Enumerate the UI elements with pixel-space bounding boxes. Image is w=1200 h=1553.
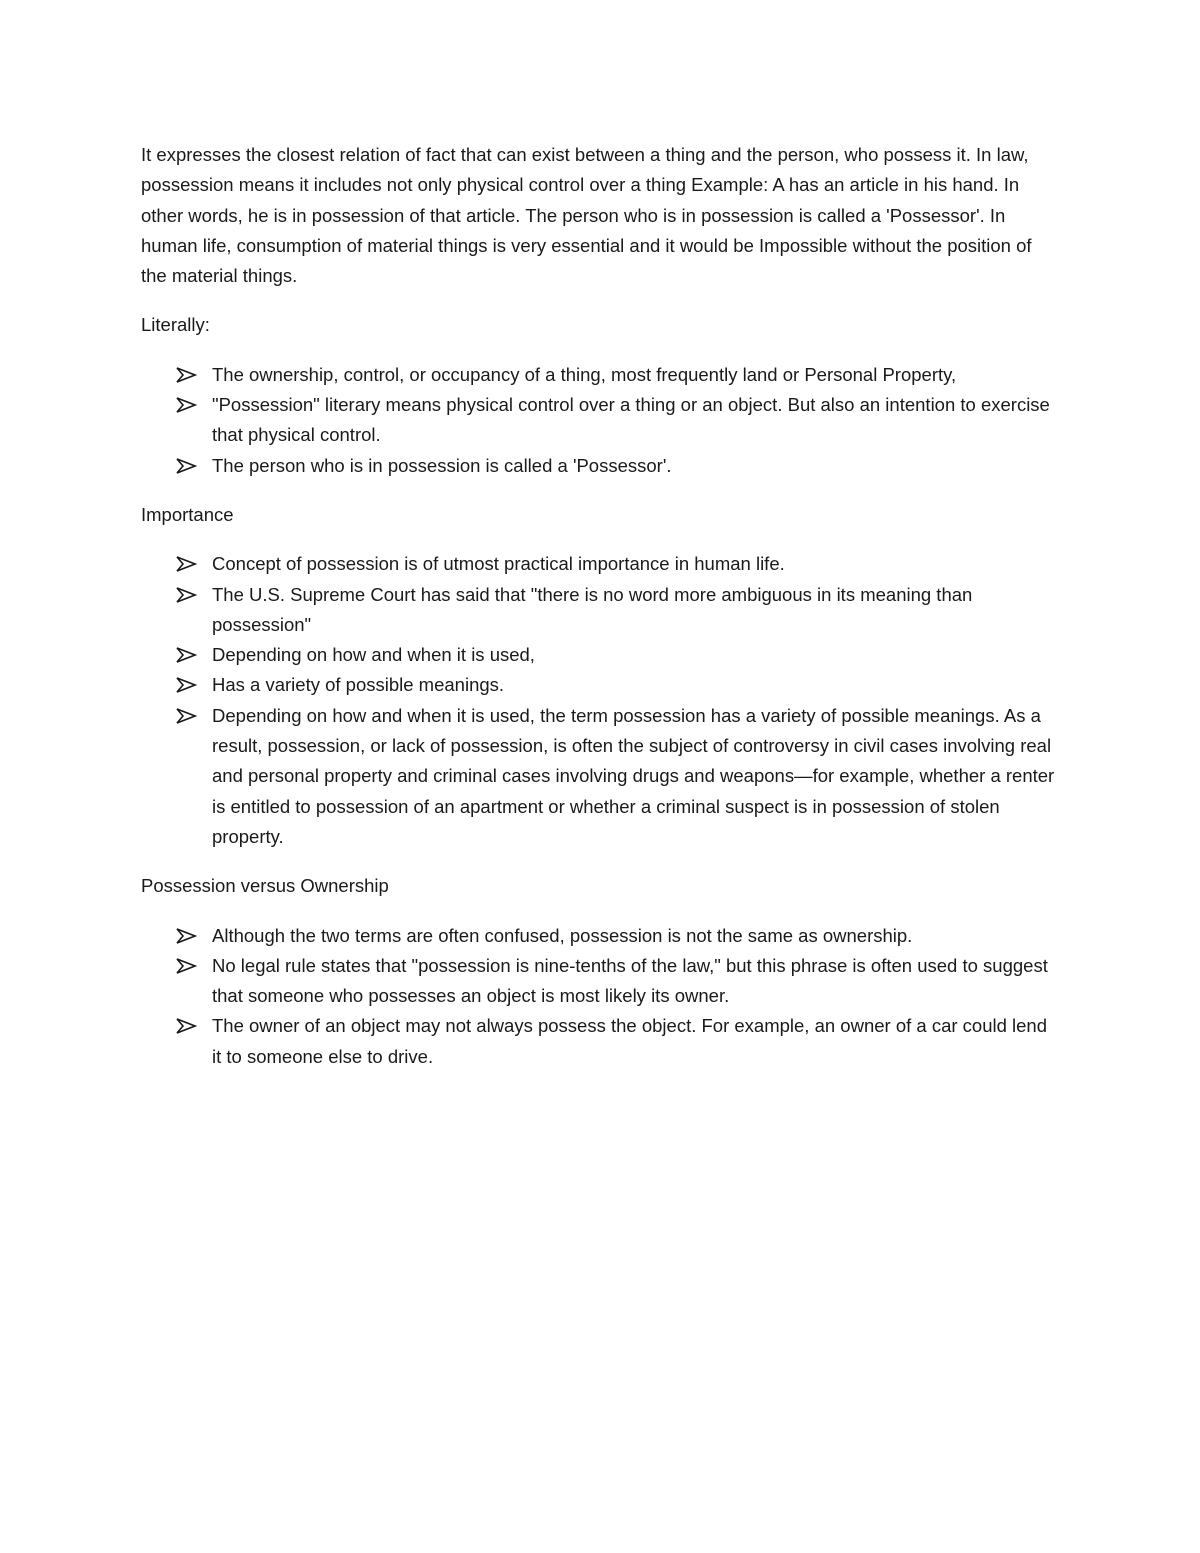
list-item [141,451,1061,481]
document-page [141,140,1061,1091]
arrowhead-bullet-icon [175,587,197,603]
list-item-text: The owner of an object may not always possess the object. For example, an owner of a car could lend it to someone else to drive. [212,1015,1048,1067]
arrowhead-bullet-icon [175,1018,197,1034]
list-item [141,921,1061,951]
arrowhead-bullet-icon [175,708,197,724]
list-item-text: The ownership, control, or occupancy of a thing, most frequently land or Personal Property, [212,363,957,385]
arrowhead-bullet-icon [175,367,197,383]
section-heading-importance: Importance [141,503,234,525]
list-item-text: Depending on how and when it is used, [212,644,535,666]
list-item-text: Although the two terms are often confused, possession is not the same as ownership. [212,924,913,946]
arrowhead-bullet-icon [175,458,197,474]
list-item [141,640,1061,670]
list-item-text: Has a variety of possible meanings. [212,674,505,696]
arrowhead-bullet-icon [175,958,197,974]
list-item-text: The U.S. Supreme Court has said that "there is no word more ambiguous in its meaning than possession" [212,583,973,635]
list-item-text: "Possession" literary means physical control over a thing or an object. But also an intention to exercise that physical control. [212,394,1050,446]
arrowhead-bullet-icon [175,928,197,944]
list-item-text: Concept of possession is of utmost practical importance in human life. [212,553,785,575]
list-item-text: Depending on how and when it is used, the term possession has a variety of possible meanings. As a result, possession, or lack of possession, is often the subject of controversy in civil cases involving real and personal property and criminal cases involving drugs and weapons—for example, whether a renter is entitled to possession of an apartment or whether a criminal suspect is in possession of stolen property. [212,704,1055,847]
list-item [141,580,1061,641]
arrowhead-bullet-icon [175,647,197,663]
list-item [141,951,1061,1012]
list-item-text: No legal rule states that "possession is nine-tenths of the law," but this phrase is often used to suggest that someone who possesses an object is most likely its owner. [212,954,1048,1007]
bullet-list-possession-versus-ownership [141,921,1061,1072]
list-item [141,549,1061,579]
list-item [141,670,1061,700]
list-item [141,701,1061,852]
section-heading-literally: Literally: [141,314,210,336]
bullet-list-importance [141,549,1061,852]
list-item [141,360,1061,390]
list-item-text: The person who is in possession is called a 'Possessor'. [212,454,672,476]
list-item [141,390,1061,451]
bullet-list-literally [141,360,1061,481]
section-heading-possession-versus-ownership: Possession versus Ownership [141,875,389,897]
intro-paragraph: It expresses the closest relation of fact that can exist between a thing and the person, who possess it. In law, possession means it includes not only physical control over a thing Example: A has an article in his hand. In other words, he is in possession of that article. The person who is in possession is called a 'Possessor'. In human life, consumption of material things is very essential and it would be Impossible without the position of the material things. [141,144,1032,287]
arrowhead-bullet-icon [175,677,197,693]
arrowhead-bullet-icon [175,556,197,572]
list-item [141,1011,1061,1072]
arrowhead-bullet-icon [175,397,197,413]
